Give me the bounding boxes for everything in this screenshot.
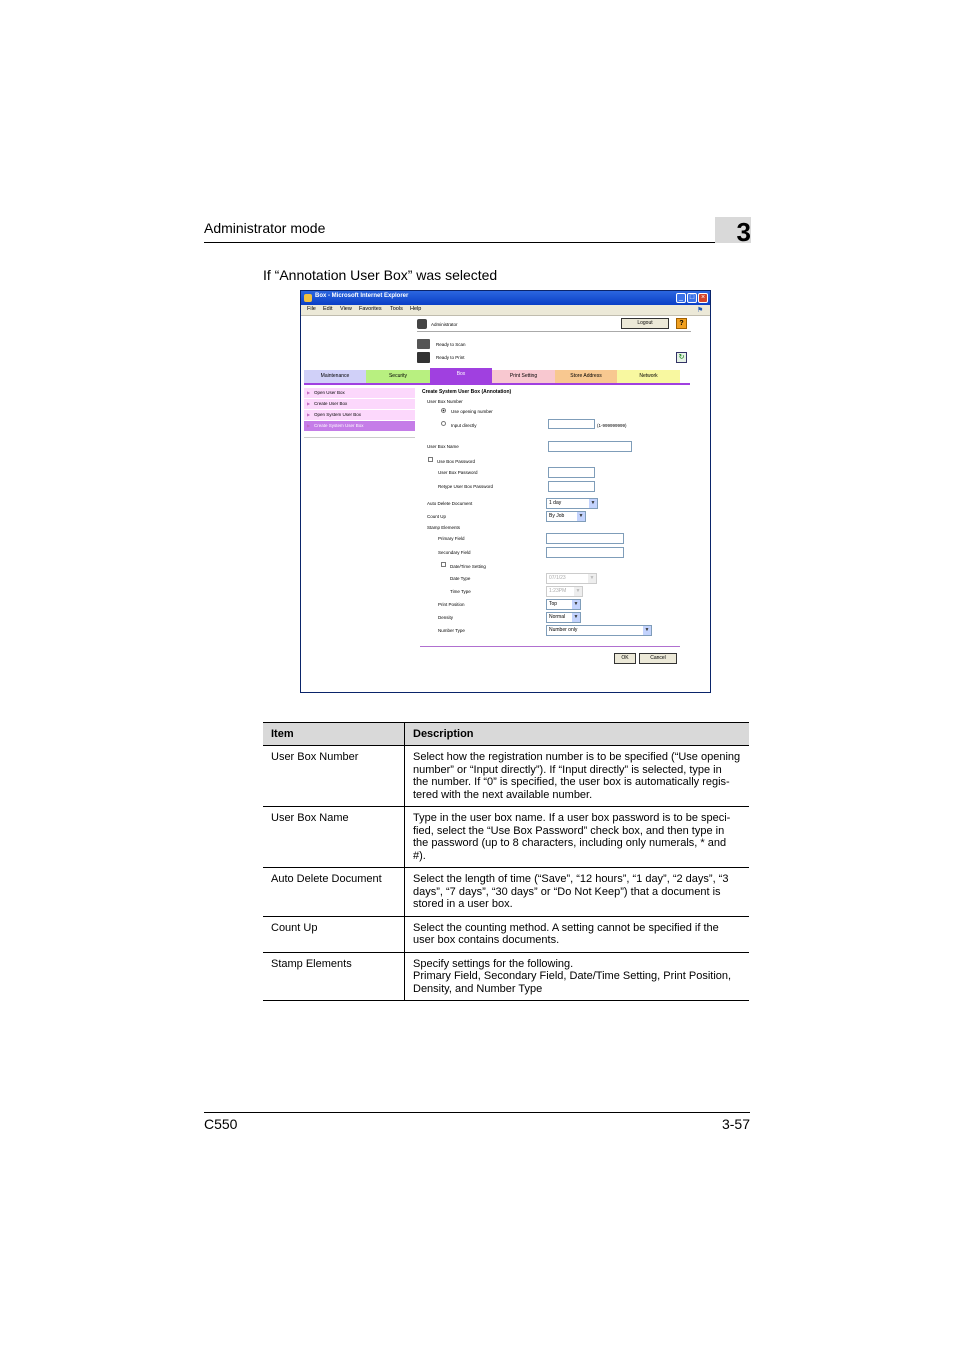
cancel-button[interactable]: Cancel xyxy=(639,653,677,664)
window-titlebar xyxy=(301,291,710,305)
count-up-value: By Job xyxy=(549,513,565,519)
footer-rule xyxy=(204,1112,750,1113)
row-description xyxy=(405,807,750,868)
label-number-type: Number Type xyxy=(438,628,465,633)
table-row xyxy=(263,746,749,807)
row-description xyxy=(405,746,750,807)
label-primary-field: Primary Field xyxy=(438,536,465,541)
label-retype-password: Retype User Box Password xyxy=(438,484,494,489)
table-row xyxy=(263,807,749,868)
menu-tools[interactable]: Tools xyxy=(390,306,403,312)
description-line: number” or “Input directly”). If “Input directly” is selected, type in xyxy=(413,763,722,776)
printer-icon xyxy=(417,352,430,363)
label-count-up: Count Up xyxy=(427,514,447,519)
description-line: Density, and Number Type xyxy=(413,982,543,995)
tab-store-address[interactable]: Store Address xyxy=(555,370,617,383)
label-time-type: Time Type xyxy=(450,589,471,594)
header-rule xyxy=(204,242,750,243)
header-item: Item xyxy=(263,723,405,746)
form-title: Create System User Box (Annotation) xyxy=(422,389,512,395)
auto-delete-select[interactable] xyxy=(546,498,598,509)
ok-button[interactable]: OK xyxy=(614,653,636,664)
logout-button[interactable]: Logout xyxy=(621,318,669,329)
label-use-box-password: Use Box Password xyxy=(437,459,476,464)
chevron-down-icon: ▼ xyxy=(590,500,596,506)
user-label: Administrator xyxy=(431,322,458,327)
refresh-icon[interactable]: ↻ xyxy=(676,352,687,363)
menu-favorites[interactable]: Favorites xyxy=(359,306,382,312)
time-type-select[interactable] xyxy=(546,586,583,597)
row-description xyxy=(405,868,750,917)
description-line: Specify settings for the following. xyxy=(413,957,574,970)
description-line: Select how the registration number is to be specified (“Use opening xyxy=(413,751,741,763)
chevron-down-icon: ▼ xyxy=(573,614,579,620)
label-user-box-number: User Box Number xyxy=(427,399,463,404)
description-line: Primary Field, Secondary Field, Date/Time Setting, Print Position, xyxy=(413,970,732,982)
top-divider xyxy=(417,331,691,332)
auto-delete-value: 1 day xyxy=(549,500,562,506)
description-line: tered with the next available number. xyxy=(413,788,593,801)
section-title: Administrator mode xyxy=(204,220,326,236)
table-row xyxy=(263,916,749,952)
windows-flag-icon: ⚑ xyxy=(697,307,704,314)
tab-underline xyxy=(304,383,690,385)
tab-print-setting[interactable]: Print Setting xyxy=(492,370,555,383)
use-box-password-checkbox[interactable] xyxy=(428,457,433,462)
range-hint: (1-999999999) xyxy=(597,423,627,428)
density-select[interactable] xyxy=(546,612,581,623)
sidebar-item-create-user-box[interactable]: ▶ Create User Box xyxy=(304,399,415,409)
menu-edit[interactable]: Edit xyxy=(323,306,333,312)
radio-use-opening-number[interactable] xyxy=(441,408,446,413)
print-position-select[interactable] xyxy=(546,599,581,610)
label-date-time-setting: Date/Time Setting xyxy=(450,564,486,569)
label-density: Density xyxy=(438,615,454,620)
row-item: Stamp Elements xyxy=(263,952,405,1001)
description-line: Select the counting method. A setting cannot be specified if the xyxy=(413,921,719,934)
status-scan: Ready to Scan xyxy=(436,342,466,347)
label-date-type: Date Type xyxy=(450,576,471,581)
menu-file[interactable]: File xyxy=(307,306,316,312)
tab-maintenance[interactable]: Maintenance xyxy=(304,370,366,383)
description-table xyxy=(263,722,749,1001)
description-line: Select the length of time (“Save”, “12 hours”, “1 day”, “2 days”, “3 xyxy=(413,873,729,885)
tab-security[interactable]: Security xyxy=(366,370,430,383)
footer-page-number: 3-57 xyxy=(721,1116,750,1132)
tab-box[interactable]: Box xyxy=(430,368,492,384)
retype-password-input[interactable] xyxy=(548,481,595,492)
tab-network[interactable]: Network xyxy=(617,370,680,383)
label-user-box-password: User Box Password xyxy=(438,470,478,475)
row-item: Auto Delete Document xyxy=(263,868,405,917)
chevron-down-icon: ▼ xyxy=(644,627,650,633)
footer-model: C550 xyxy=(204,1116,238,1132)
date-time-setting-checkbox[interactable] xyxy=(441,562,446,567)
time-type-value: 1:23PM xyxy=(549,588,567,594)
label-print-position: Print Position xyxy=(438,602,465,607)
user-box-number-input[interactable] xyxy=(548,419,595,429)
row-item: User Box Name xyxy=(263,807,405,868)
menu-view[interactable]: View xyxy=(340,306,352,312)
maximize-icon[interactable]: □ xyxy=(687,293,697,303)
sidebar-item-create-system-user-box[interactable]: ▶ Create System User Box xyxy=(304,421,415,431)
radio-input-directly[interactable] xyxy=(441,421,446,426)
close-icon[interactable]: × xyxy=(698,293,708,303)
density-value: Normal xyxy=(549,614,566,620)
number-type-value: Number only xyxy=(549,627,578,633)
chevron-down-icon: ▼ xyxy=(589,575,595,581)
table-header-row xyxy=(263,723,749,746)
user-box-password-input[interactable] xyxy=(548,467,595,478)
chapter-number: 3 xyxy=(736,217,751,247)
browser-window-screenshot xyxy=(300,290,711,693)
minimize-icon[interactable]: _ xyxy=(676,293,686,303)
primary-field-input[interactable] xyxy=(546,533,624,544)
label-auto-delete: Auto Delete Document xyxy=(427,501,473,506)
table-row xyxy=(263,952,749,1001)
print-position-value: Top xyxy=(549,601,558,607)
description-line: the number. If “0” is specified, the user box is automatically regis- xyxy=(413,776,730,788)
header-description: Description xyxy=(405,723,750,746)
description-line: fied, select the “Use Box Password” check box, and then type in xyxy=(413,824,725,837)
sidebar-item-open-user-box[interactable]: ▶ Open User Box xyxy=(304,388,415,398)
help-icon[interactable]: ? xyxy=(676,318,687,329)
figure-caption: If “Annotation User Box” was selected xyxy=(263,267,498,283)
chevron-down-icon: ▼ xyxy=(575,588,581,594)
description-line: the password (up to 8 characters, including only numerals, * and #). xyxy=(413,837,727,862)
user-box-name-input[interactable] xyxy=(548,441,632,452)
date-type-value: 07/1/23 xyxy=(549,575,566,581)
label-use-opening-number: Use opening number xyxy=(451,409,493,414)
window-title: Box - Microsoft Internet Explorer xyxy=(315,293,409,299)
table-row xyxy=(263,868,749,917)
menu-help[interactable]: Help xyxy=(410,306,422,312)
chevron-down-icon: ▼ xyxy=(578,513,584,519)
label-stamp-elements: Stamp Elements xyxy=(427,525,461,530)
label-secondary-field: Secondary Field xyxy=(438,550,471,555)
status-print: Ready to Print xyxy=(436,355,465,360)
form-divider xyxy=(420,646,680,647)
chevron-down-icon: ▼ xyxy=(573,601,579,607)
description-line: user box contains documents. xyxy=(413,934,560,946)
scanner-icon xyxy=(417,339,430,349)
description-line: days”, “7 days”, “30 days” or “Do Not Keep”) that a document is xyxy=(413,885,721,898)
row-item: Count Up xyxy=(263,916,405,952)
administrator-icon xyxy=(417,319,427,329)
label-user-box-name: User Box Name xyxy=(427,444,459,449)
app-icon xyxy=(304,294,312,302)
description-line: Type in the user box name. If a user box password is to be speci- xyxy=(413,812,731,824)
secondary-field-input[interactable] xyxy=(546,547,624,558)
row-description xyxy=(405,952,750,1001)
row-item: User Box Number xyxy=(263,746,405,807)
date-type-select[interactable] xyxy=(546,573,597,584)
sidebar-item-open-system-user-box[interactable]: ▶ Open System User Box xyxy=(304,410,415,420)
sidebar-divider xyxy=(304,437,415,438)
description-line: stored in a user box. xyxy=(413,898,513,910)
number-type-select[interactable] xyxy=(546,625,652,636)
menu-bar xyxy=(301,305,710,316)
row-description xyxy=(405,916,750,952)
label-input-directly: Input directly xyxy=(451,423,477,428)
count-up-select[interactable] xyxy=(546,511,586,522)
